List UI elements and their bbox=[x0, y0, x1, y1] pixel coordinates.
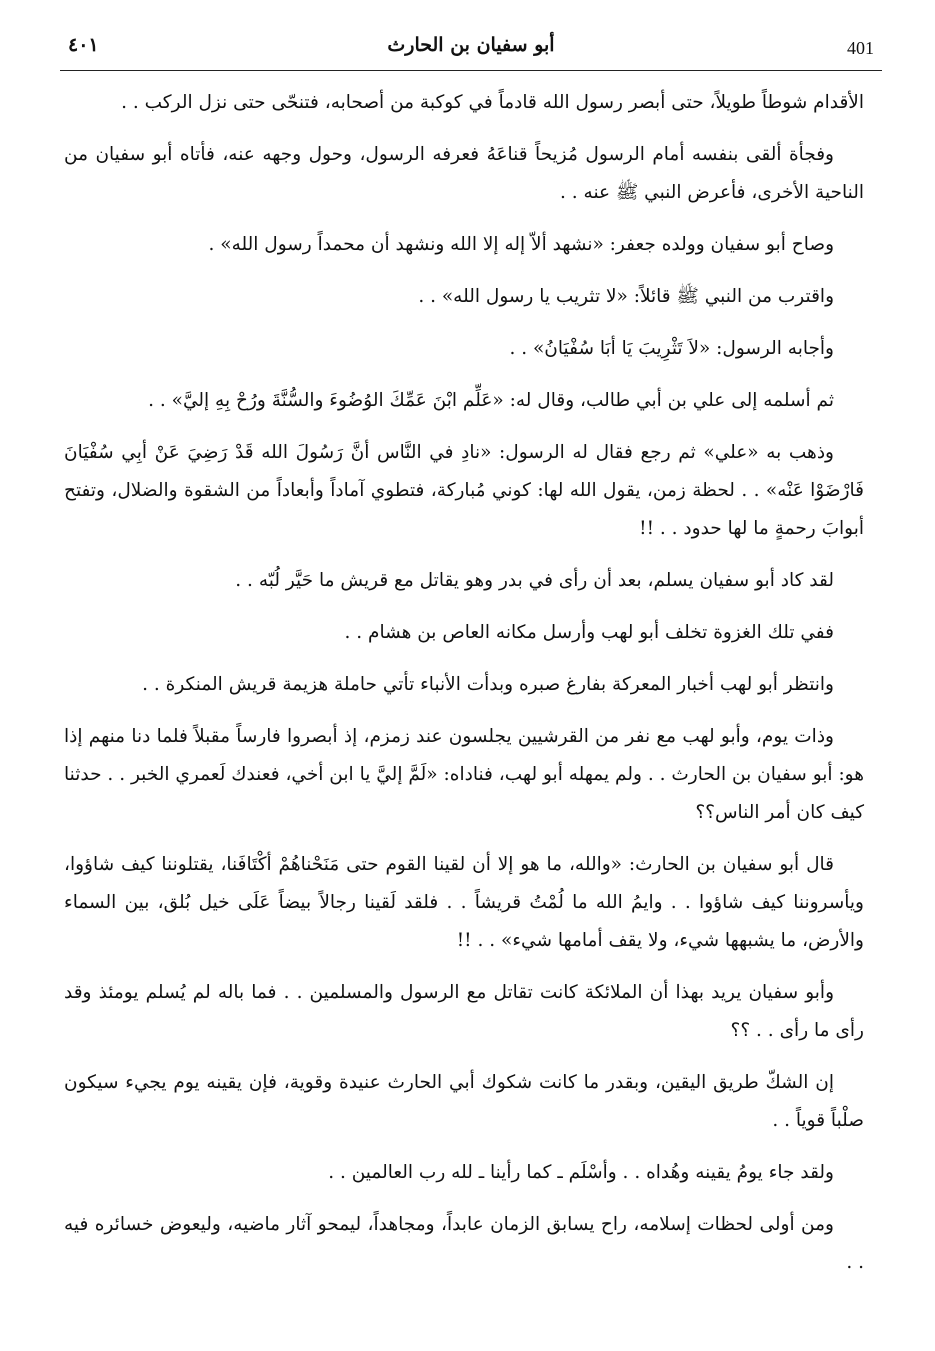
paragraph: وأبو سفيان يريد بهذا أن الملائكة كانت تقاتل مع الرسول والمسلمين . . فما باله لم يُسلم يومئذ وقد رأى ما رأى . . ؟؟ bbox=[64, 982, 864, 1041]
paragraph: وفجأة ألقى بنفسه أمام الرسول مُزيحاً قناعَهُ فعرفه الرسول، وحول وجهه عنه، فأتاه أبو سفيان من الناحية الأخرى، فأعرض النبي ﷺ عنه . . bbox=[64, 144, 864, 203]
paragraph: لقد كاد أبو سفيان يسلم، بعد أن رأى في بدر وهو يقاتل مع قريش ما حَيَّر لُبّه . . bbox=[235, 570, 834, 591]
paragraph: وأجابه الرسول: «لاَ تَثْرِيبَ يَا أبَا سُفْيَانُ» . . bbox=[509, 338, 834, 359]
running-title: أبو سفيان بن الحارث bbox=[387, 34, 555, 56]
body-text bbox=[64, 84, 864, 1296]
paragraph: وانتظر أبو لهب أخبار المعركة بفارغ صبره وبدأت الأنباء تأتي حاملة هزيمة قريش المنكرة . . bbox=[142, 674, 834, 695]
paragraph: ولقد جاء يومُ يقينه وهُداه . . وأسْلَم ـ كما رأينا ـ لله رب العالمين . . bbox=[328, 1162, 834, 1183]
paragraph: ثم أسلمه إلى علي بن أبي طالب، وقال له: «عَلِّم ابْنَ عَمِّكَ الوُضُوءَ والسُّنَّةَ ورُحْ بِهِ إليَّ» . . bbox=[148, 390, 834, 411]
paragraph: واقترب من النبي ﷺ قائلاً: «لا تثريب يا رسول الله» . . bbox=[418, 286, 834, 307]
paragraph: ومن أولى لحظات إسلامه، راح يسابق الزمان عابداً، ومجاهداً، ليمحو آثار ماضيه، وليعوض خسائره فيه . . bbox=[64, 1214, 864, 1273]
page-number-arabic: ٤٠١ bbox=[68, 34, 99, 56]
page-header bbox=[60, 30, 882, 71]
paragraph: الأقدام شوطاً طويلاً، حتى أبصر رسول الله قادماً في كوكبة من أصحابه، فتنحّى حتى نزل الركب . . bbox=[121, 92, 864, 113]
page-number: 401 bbox=[847, 38, 874, 58]
paragraph: إن الشكّ طريق اليقين، وبقدر ما كانت شكوك أبي الحارث عنيدة وقوية، فإن يقينه يوم يجيء سيكون صلْباً قوياً . . bbox=[64, 1072, 864, 1131]
paragraph: وذات يوم، وأبو لهب مع نفر من القرشيين يجلسون عند زمزم، إذ أبصروا فارساً مقبلاً فلما دنا منهم إذا هو: أبو سفيان بن الحارث . . ولم يمهله أبو لهب، فناداه: «لَمَّ إليَّ يا ابن أخي، فعندك لَعمري الخبر . . حدثنا كيف كان أمر الناس؟؟ bbox=[64, 726, 864, 823]
paragraph: وصاح أبو سفيان وولده جعفر: «نشهد ألاّ إله إلا الله ونشهد أن محمداً رسول الله» . bbox=[208, 234, 834, 255]
paragraph: وذهب به «علي» ثم رجع فقال له الرسول: «نادِ في النَّاس أنَّ رَسُولَ الله قَدْ رَضِيَ عَنْ أبِي سُفْيَانَ فَارْضَوْا عَنْه» . . لحظة زمن، يقول الله لها: كوني مُباركة، فتطوي آماداً وأبعاداً من الشقوة والضلال، وتفتح أبوابَ رحمةٍ ما لها حدود . . !! bbox=[64, 442, 864, 539]
paragraph: قال أبو سفيان بن الحارث: «والله، ما هو إلا أن لقينا القوم حتى مَنَحْناهُمْ أكْتَافَنا، يقتلوننا كيف شاؤوا، ويأسروننا كيف شاؤوا . . وايمُ الله ما لُمْتُ قريشاً . . فلقد لَقينا رجالاً بيضاً عَلَى خيل بُلق، بين السماء والأرض، ما يشبهها شيء، ولا يقف أمامها شيء» . . !! bbox=[64, 854, 864, 951]
paragraph: ففي تلك الغزوة تخلف أبو لهب وأرسل مكانه العاص بن هشام . . bbox=[344, 622, 834, 643]
